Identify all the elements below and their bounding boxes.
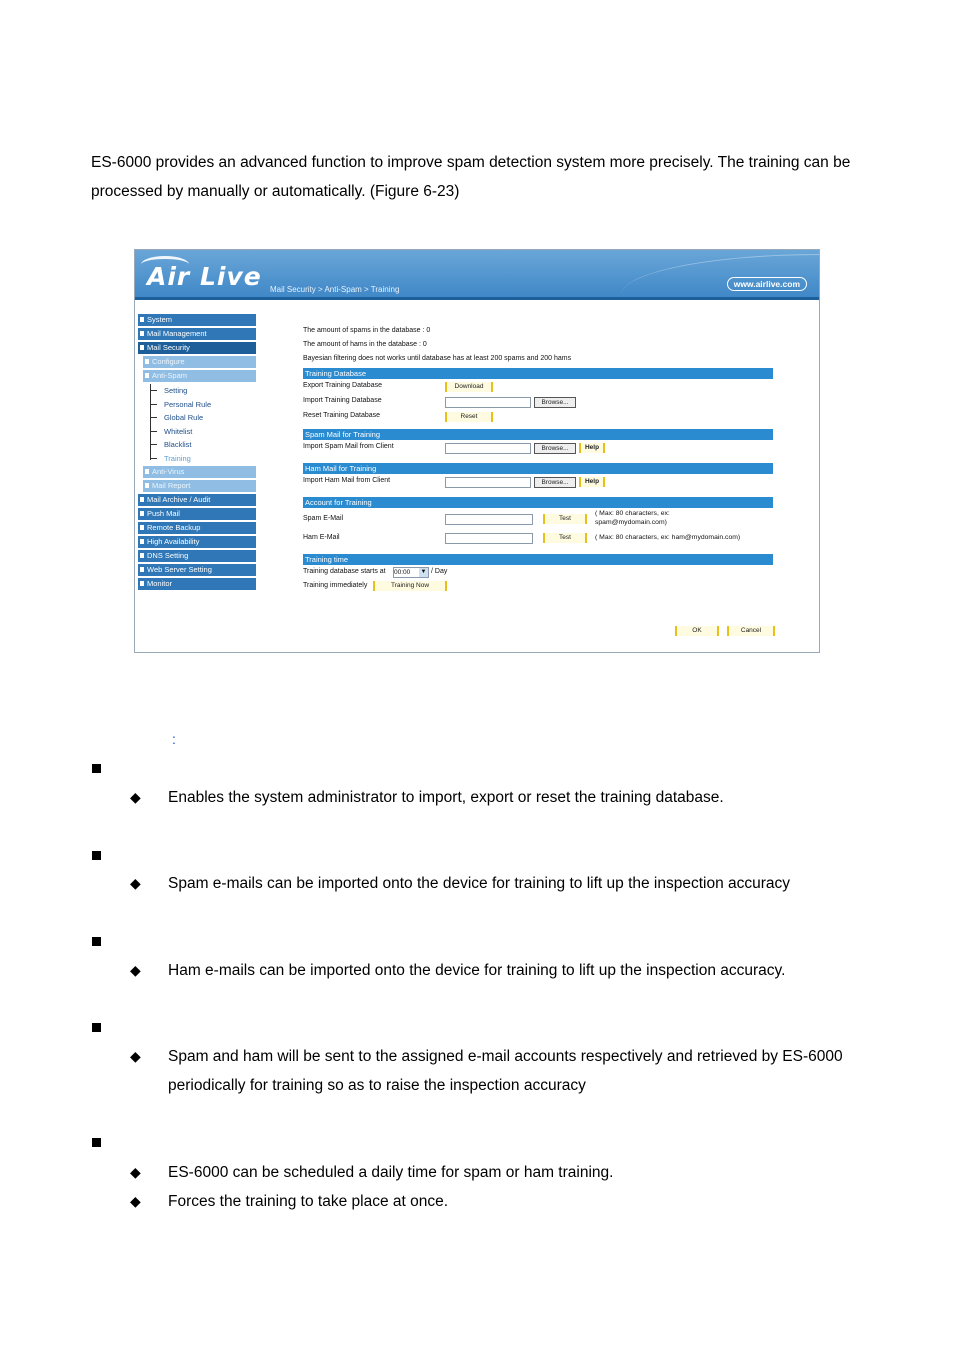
nav-anti-virus[interactable]: Anti-Virus	[143, 466, 256, 478]
per-day-label: / Day	[431, 568, 448, 575]
airlive-logo: Air Live	[147, 262, 262, 291]
section-spam-mail: Spam Mail for Training	[303, 429, 773, 440]
nav-push-mail[interactable]: Push Mail	[138, 508, 256, 520]
diamond-bullet-icon: ◆	[130, 1048, 141, 1064]
square-bullet-icon	[92, 764, 101, 773]
ham-count-text: The amount of hams in the database : 0	[303, 341, 427, 348]
nav-mail-management[interactable]: Mail Management	[138, 328, 256, 340]
nav-remote-backup[interactable]: Remote Backup	[138, 522, 256, 534]
spam-note-line-1: ( Max: 80 characters, ex:	[595, 510, 670, 517]
row-export	[303, 379, 773, 394]
tree-item-personal-rule[interactable]: Personal Rule	[150, 398, 256, 412]
import-db-input[interactable]	[445, 397, 531, 408]
tree-item-global-rule[interactable]: Global Rule	[150, 411, 256, 425]
nav-mail-security[interactable]: Mail Security	[138, 342, 256, 354]
intro-paragraph: ES-6000 provides an advanced function to improve spam detection system more precisely. The training can be processed by manually or automatically. (Figure 6-23)	[91, 154, 851, 200]
nav-web-server-setting[interactable]: Web Server Setting	[138, 564, 256, 576]
square-bullet-icon	[92, 851, 101, 860]
ham-test-button[interactable]: Test	[543, 533, 587, 543]
square-bullet-icon	[92, 937, 101, 946]
content-panel	[303, 324, 773, 593]
row-spam-email	[303, 508, 773, 528]
row-schedule	[303, 565, 773, 579]
diamond-bullet-icon: ◆	[130, 1164, 141, 1180]
import-db-browse-button[interactable]: Browse...	[534, 397, 576, 408]
spam-email-note	[595, 509, 670, 527]
nav-mail-report[interactable]: Mail Report	[143, 480, 256, 492]
anti-spam-tree	[150, 384, 256, 464]
ham-help-button[interactable]: Help	[579, 477, 605, 487]
nav-system[interactable]: System	[138, 314, 256, 326]
training-now-button[interactable]: Training Now	[373, 581, 447, 591]
immediately-label: Training immediately	[303, 582, 368, 589]
spam-import-input[interactable]	[445, 443, 531, 454]
time-select[interactable]	[393, 567, 429, 578]
spam-note-line-2: spam@mydomain.com)	[595, 519, 667, 526]
square-bullet-icon	[92, 1023, 101, 1032]
import-label: Import Training Database	[303, 397, 382, 404]
ham-email-label: Ham E-Mail	[303, 534, 340, 541]
time-value: 00:00	[394, 569, 411, 576]
schedule-label: Training database starts at	[303, 568, 386, 575]
ham-email-note: ( Max: 80 characters, ex: ham@mydomain.com)	[595, 534, 741, 541]
section-account: Account for Training	[303, 497, 773, 508]
bayesian-note: Bayesian filtering does not works until database has at least 200 spams and 200 hams	[303, 355, 572, 362]
site-link[interactable]: www.airlive.com	[727, 277, 807, 291]
diamond-bullet-icon: ◆	[130, 1193, 141, 1209]
reset-label: Reset Training Database	[303, 412, 381, 419]
tree-item-training[interactable]: Training	[150, 452, 256, 466]
nav-configure[interactable]: Configure	[143, 356, 256, 368]
spam-count-text: The amount of spams in the database : 0	[303, 327, 431, 334]
spam-browse-button[interactable]: Browse...	[534, 443, 576, 454]
bullet-spam-mail: Spam e-mails can be imported onto the device for training to lift up the inspection accuracy	[168, 875, 791, 892]
ham-email-input[interactable]	[445, 533, 533, 544]
nav-high-availability[interactable]: High Availability	[138, 536, 256, 548]
nav-monitor[interactable]: Monitor	[138, 578, 256, 590]
training-screenshot	[134, 249, 820, 653]
nav-mail-archive[interactable]: Mail Archive / Audit	[138, 494, 256, 506]
caption-colon: :	[172, 731, 176, 747]
spam-import-label: Import Spam Mail from Client	[303, 443, 394, 450]
ham-browse-button[interactable]: Browse...	[534, 477, 576, 488]
row-import	[303, 394, 773, 409]
bullet-schedule: ES-6000 can be scheduled a daily time for spam or ham training.	[168, 1164, 614, 1181]
spam-email-label: Spam E-Mail	[303, 515, 344, 522]
nav-dns-setting[interactable]: DNS Setting	[138, 550, 256, 562]
square-bullet-icon	[92, 1138, 101, 1147]
reset-button[interactable]: Reset	[445, 412, 493, 422]
diamond-bullet-icon: ◆	[130, 962, 141, 978]
row-ham-email	[303, 528, 773, 548]
spam-test-button[interactable]: Test	[543, 514, 587, 524]
section-training-database: Training Database	[303, 368, 773, 379]
cancel-button[interactable]: Cancel	[727, 626, 775, 636]
ok-button[interactable]: OK	[675, 626, 719, 636]
sidebar-nav	[138, 314, 256, 592]
bullet-training-now: Forces the training to take place at once.	[168, 1193, 449, 1210]
spam-email-input[interactable]	[445, 514, 533, 525]
bullet-training-database: Enables the system administrator to import, export or reset the training database.	[168, 789, 724, 806]
row-spam-import	[303, 440, 773, 455]
header-banner	[135, 250, 820, 300]
section-ham-mail: Ham Mail for Training	[303, 463, 773, 474]
diamond-bullet-icon: ◆	[130, 875, 141, 891]
tree-item-setting[interactable]: Setting	[150, 384, 256, 398]
breadcrumb: Mail Security > Anti-Spam > Training	[270, 285, 400, 294]
chevron-down-icon: ▼	[420, 569, 427, 575]
tree-item-whitelist[interactable]: Whitelist	[150, 425, 256, 439]
nav-anti-spam[interactable]: Anti-Spam	[143, 370, 256, 382]
row-reset	[303, 409, 773, 424]
section-training-time: Training time	[303, 554, 773, 565]
diamond-bullet-icon: ◆	[130, 789, 141, 805]
export-label: Export Training Database	[303, 382, 382, 389]
ham-import-label: Import Ham Mail from Client	[303, 477, 391, 484]
bullet-ham-mail: Ham e-mails can be imported onto the device for training to lift up the inspection accuracy.	[168, 962, 786, 979]
bullet-account: Spam and ham will be sent to the assigned e-mail accounts respectively and retrieved by ES-6000 periodically for training so as to raise the inspection accuracy	[168, 1048, 843, 1094]
row-immediately	[303, 579, 773, 593]
download-button[interactable]: Download	[445, 382, 493, 392]
tree-item-blacklist[interactable]: Blacklist	[150, 438, 256, 452]
row-ham-import	[303, 474, 773, 489]
spam-help-button[interactable]: Help	[579, 443, 605, 453]
ham-import-input[interactable]	[445, 477, 531, 488]
banner-stripe	[135, 297, 820, 300]
